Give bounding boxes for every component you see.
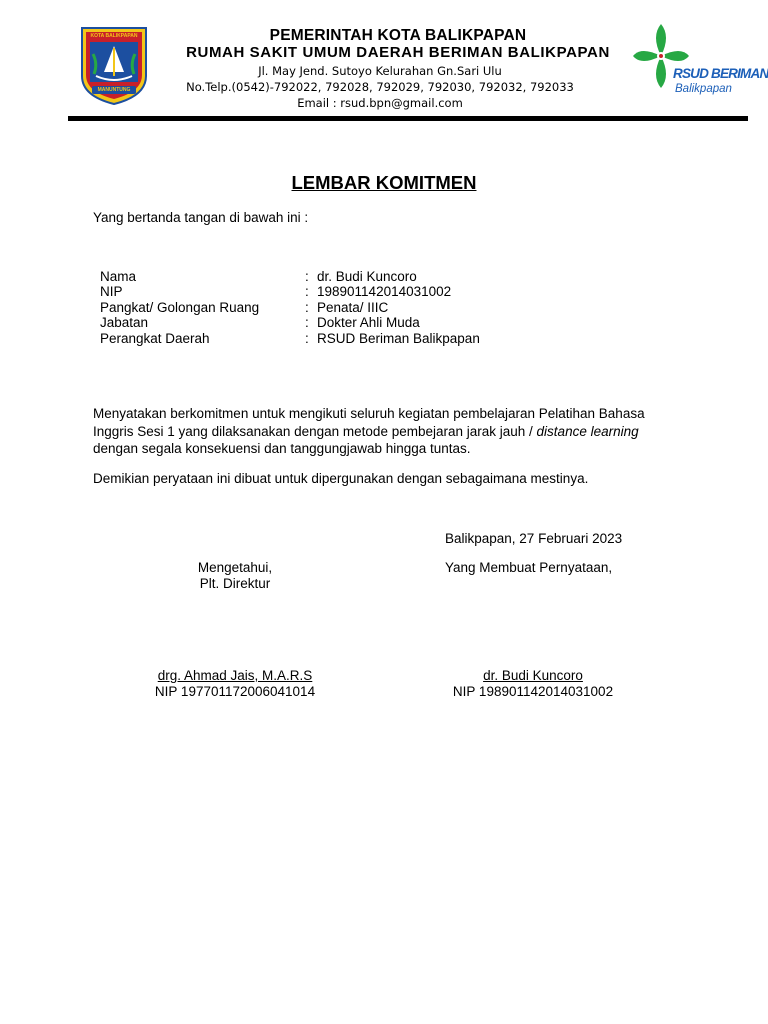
letterhead-email: Email : rsud.bpn@gmail.com [297, 96, 463, 110]
paragraph-line [93, 423, 693, 441]
acknowledged-block [160, 560, 310, 591]
identity-colon: : [305, 315, 309, 331]
acknowledged-role: Plt. Direktur [199, 575, 271, 591]
crest-top-text: KOTA BALIKPAPAN [90, 33, 138, 39]
paragraph-line: Menyatakan berkomitmen untuk mengikuti seluruh kegiatan pembelajaran Pelatihan Bahasa [93, 406, 645, 421]
right-signatory-nip: NIP 198901142014031002 [452, 683, 614, 699]
identity-label: Perangkat Daerah [100, 330, 210, 346]
identity-colon: : [305, 269, 309, 284]
pinwheel-icon [631, 22, 691, 92]
identity-value: Penata/ IIIC [317, 299, 389, 315]
right-signatory [433, 668, 633, 699]
identity-colon: : [305, 330, 309, 346]
paragraph-line: dengan segala konsekuensi dan tanggungjawab hingga tuntas. [93, 441, 471, 456]
paragraph-text: Inggris Sesi 1 yang dilaksanakan dengan metode pembejaran jarak jauh / [93, 423, 537, 439]
identity-label: Jabatan [100, 315, 149, 331]
identity-value: RSUD Beriman Balikpapan [317, 330, 480, 346]
rsud-logo-text: RSUD BERIMAN [673, 66, 768, 81]
crest-bottom-text: MANUNTUNG [97, 87, 131, 93]
maker-label: Yang Membuat Pernyataan, [445, 560, 613, 575]
identity-colon: : [305, 284, 309, 300]
identity-value: 198901142014031002 [317, 284, 452, 300]
identity-label: NIP [100, 284, 123, 300]
paragraph-italic-text: distance learning [536, 423, 639, 439]
identity-label: Nama [100, 269, 137, 284]
acknowledged-label: Mengetahui, [197, 560, 273, 575]
letterhead-hospital: RUMAH SAKIT UMUM DAERAH BERIMAN BALIKPAPAN [186, 44, 610, 61]
identity-value: Dokter Ahli Muda [317, 315, 420, 331]
place-date: Balikpapan, 27 Februari 2023 [445, 531, 623, 546]
letterhead-government: PEMERINTAH KOTA BALIKPAPAN [269, 27, 527, 44]
identity-label: Pangkat/ Golongan Ruang [100, 299, 260, 315]
document-title: LEMBAR KOMITMEN [291, 172, 477, 193]
right-signatory-name: dr. Budi Kuncoro [483, 668, 583, 683]
letterhead-address: Jl. May Jend. Sutoyo Kelurahan Gn.Sari Ulu [258, 64, 502, 78]
left-signatory-nip: NIP 197701172006041014 [154, 683, 316, 699]
letterhead-divider [68, 116, 748, 121]
rsud-logo [631, 22, 768, 102]
rsud-logo-subtext: Balikpapan [675, 83, 732, 95]
identity-value: dr. Budi Kuncoro [317, 269, 417, 284]
identity-colon: : [305, 299, 309, 315]
left-signatory [135, 668, 335, 699]
letterhead-phone: No.Telp.(0542)-792022, 792028, 792029, 792030, 792032, 792033 [186, 80, 574, 94]
left-signatory-name: drg. Ahmad Jais, M.A.R.S [157, 668, 313, 683]
closing-paragraph: Demikian peryataan ini dibuat untuk dipergunakan dengan sebagaimana mestinya. [93, 471, 589, 486]
commitment-paragraph [93, 405, 693, 458]
intro-text: Yang bertanda tangan di bawah ini : [93, 210, 309, 225]
